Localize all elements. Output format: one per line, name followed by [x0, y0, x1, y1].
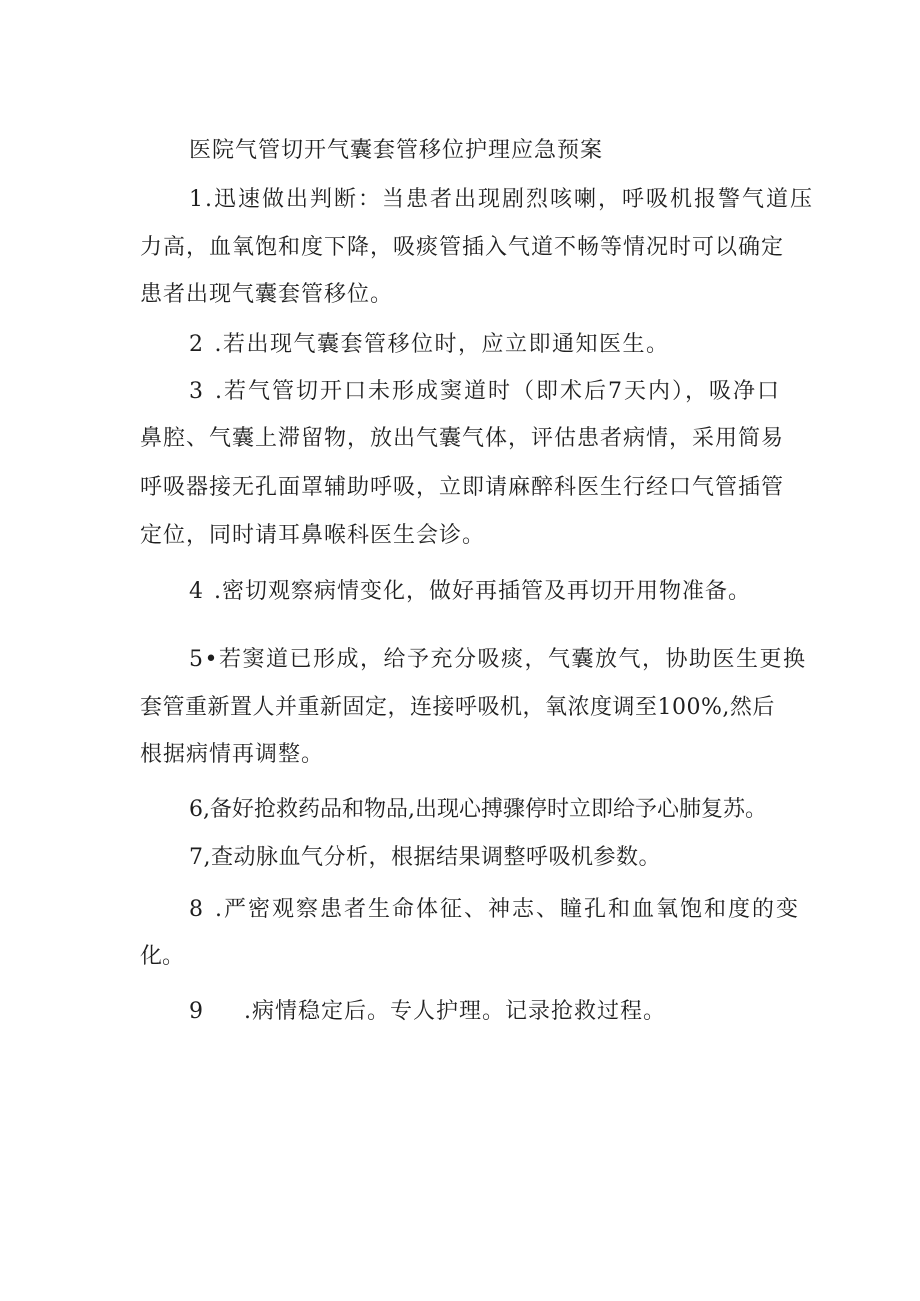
- item-4-text-line-1: .密切观察病情变化，做好再插管及再切开用物准备。: [214, 579, 751, 604]
- item-8-text-line-2: 化。: [140, 944, 185, 969]
- item-5-number: 5•: [189, 647, 219, 672]
- item-6-text-line-1: 备好抢救药品和物品,出现心搏骤停时立即给予心肺复苏。: [210, 797, 767, 822]
- item-4-first-line: [189, 577, 751, 607]
- item-5-text-line-3: 根据病情再调整。: [140, 742, 325, 767]
- item-8-text-line-1: .严密观察患者生命体征、神志、瞳孔和血氧饱和度的变: [215, 897, 800, 922]
- item-3-text-line-1: .若气管切开口未形成窦道时（即术后7天内），吸净口: [215, 379, 781, 404]
- item-1-number: 1.: [189, 187, 214, 212]
- item-1-text-line-2: 力高，血氧饱和度下降，吸痰管插入气道不畅等情况时可以确定: [140, 235, 785, 260]
- item-5-text-line-1: 若窦道已形成，给予充分吸痰，气囊放气，协助医生更换: [218, 647, 807, 672]
- document-title: 医院气管切开气囊套管移位护理应急预案: [189, 138, 604, 163]
- item-2-first-line: [189, 330, 670, 360]
- item-9-first-line: [189, 997, 666, 1027]
- item-5-first-line: [189, 645, 807, 675]
- item-3-text-line-4: 定位，同时请耳鼻喉科医生会诊。: [140, 523, 486, 548]
- item-8-number: 8: [189, 897, 205, 922]
- item-2-number: 2: [189, 332, 205, 357]
- item-1-first-line: [189, 185, 814, 215]
- item-6-first-line: [189, 795, 767, 825]
- item-7-first-line: [189, 843, 661, 873]
- item-6-number: 6,: [189, 797, 210, 822]
- item-3-first-line: [189, 377, 781, 407]
- item-3-text-line-2: 鼻腔、气囊上滞留物，放出气囊气体，评估患者病情，采用简易: [140, 426, 785, 451]
- item-3-text-line-3: 呼吸器接无孔面罩辅助呼吸，立即请麻醉科医生行经口气管插管: [140, 475, 785, 500]
- item-7-number: 7,: [189, 845, 211, 870]
- item-1-text-line-3: 患者出现气囊套管移位。: [140, 282, 394, 307]
- item-9-text-line-1: .病情稳定后。专人护理。记录抢救过程。: [244, 999, 666, 1024]
- item-2-text-line-1: .若出现气囊套管移位时，应立即通知医生。: [214, 332, 670, 357]
- item-3-number: 3: [189, 379, 205, 404]
- item-7-text-line-1: 查动脉血气分析，根据结果调整呼吸机参数。: [211, 845, 662, 870]
- item-8-first-line: [189, 895, 800, 925]
- item-1-text-line-1: 迅速做出判断：当患者出现剧烈咳喇，呼吸机报警气道压: [214, 187, 815, 212]
- item-4-number: 4: [189, 579, 204, 604]
- item-5-text-line-2: 套管重新置人并重新固定，连接呼吸机，氧浓度调至100%,然后: [140, 695, 775, 720]
- item-9-number: 9: [189, 999, 204, 1024]
